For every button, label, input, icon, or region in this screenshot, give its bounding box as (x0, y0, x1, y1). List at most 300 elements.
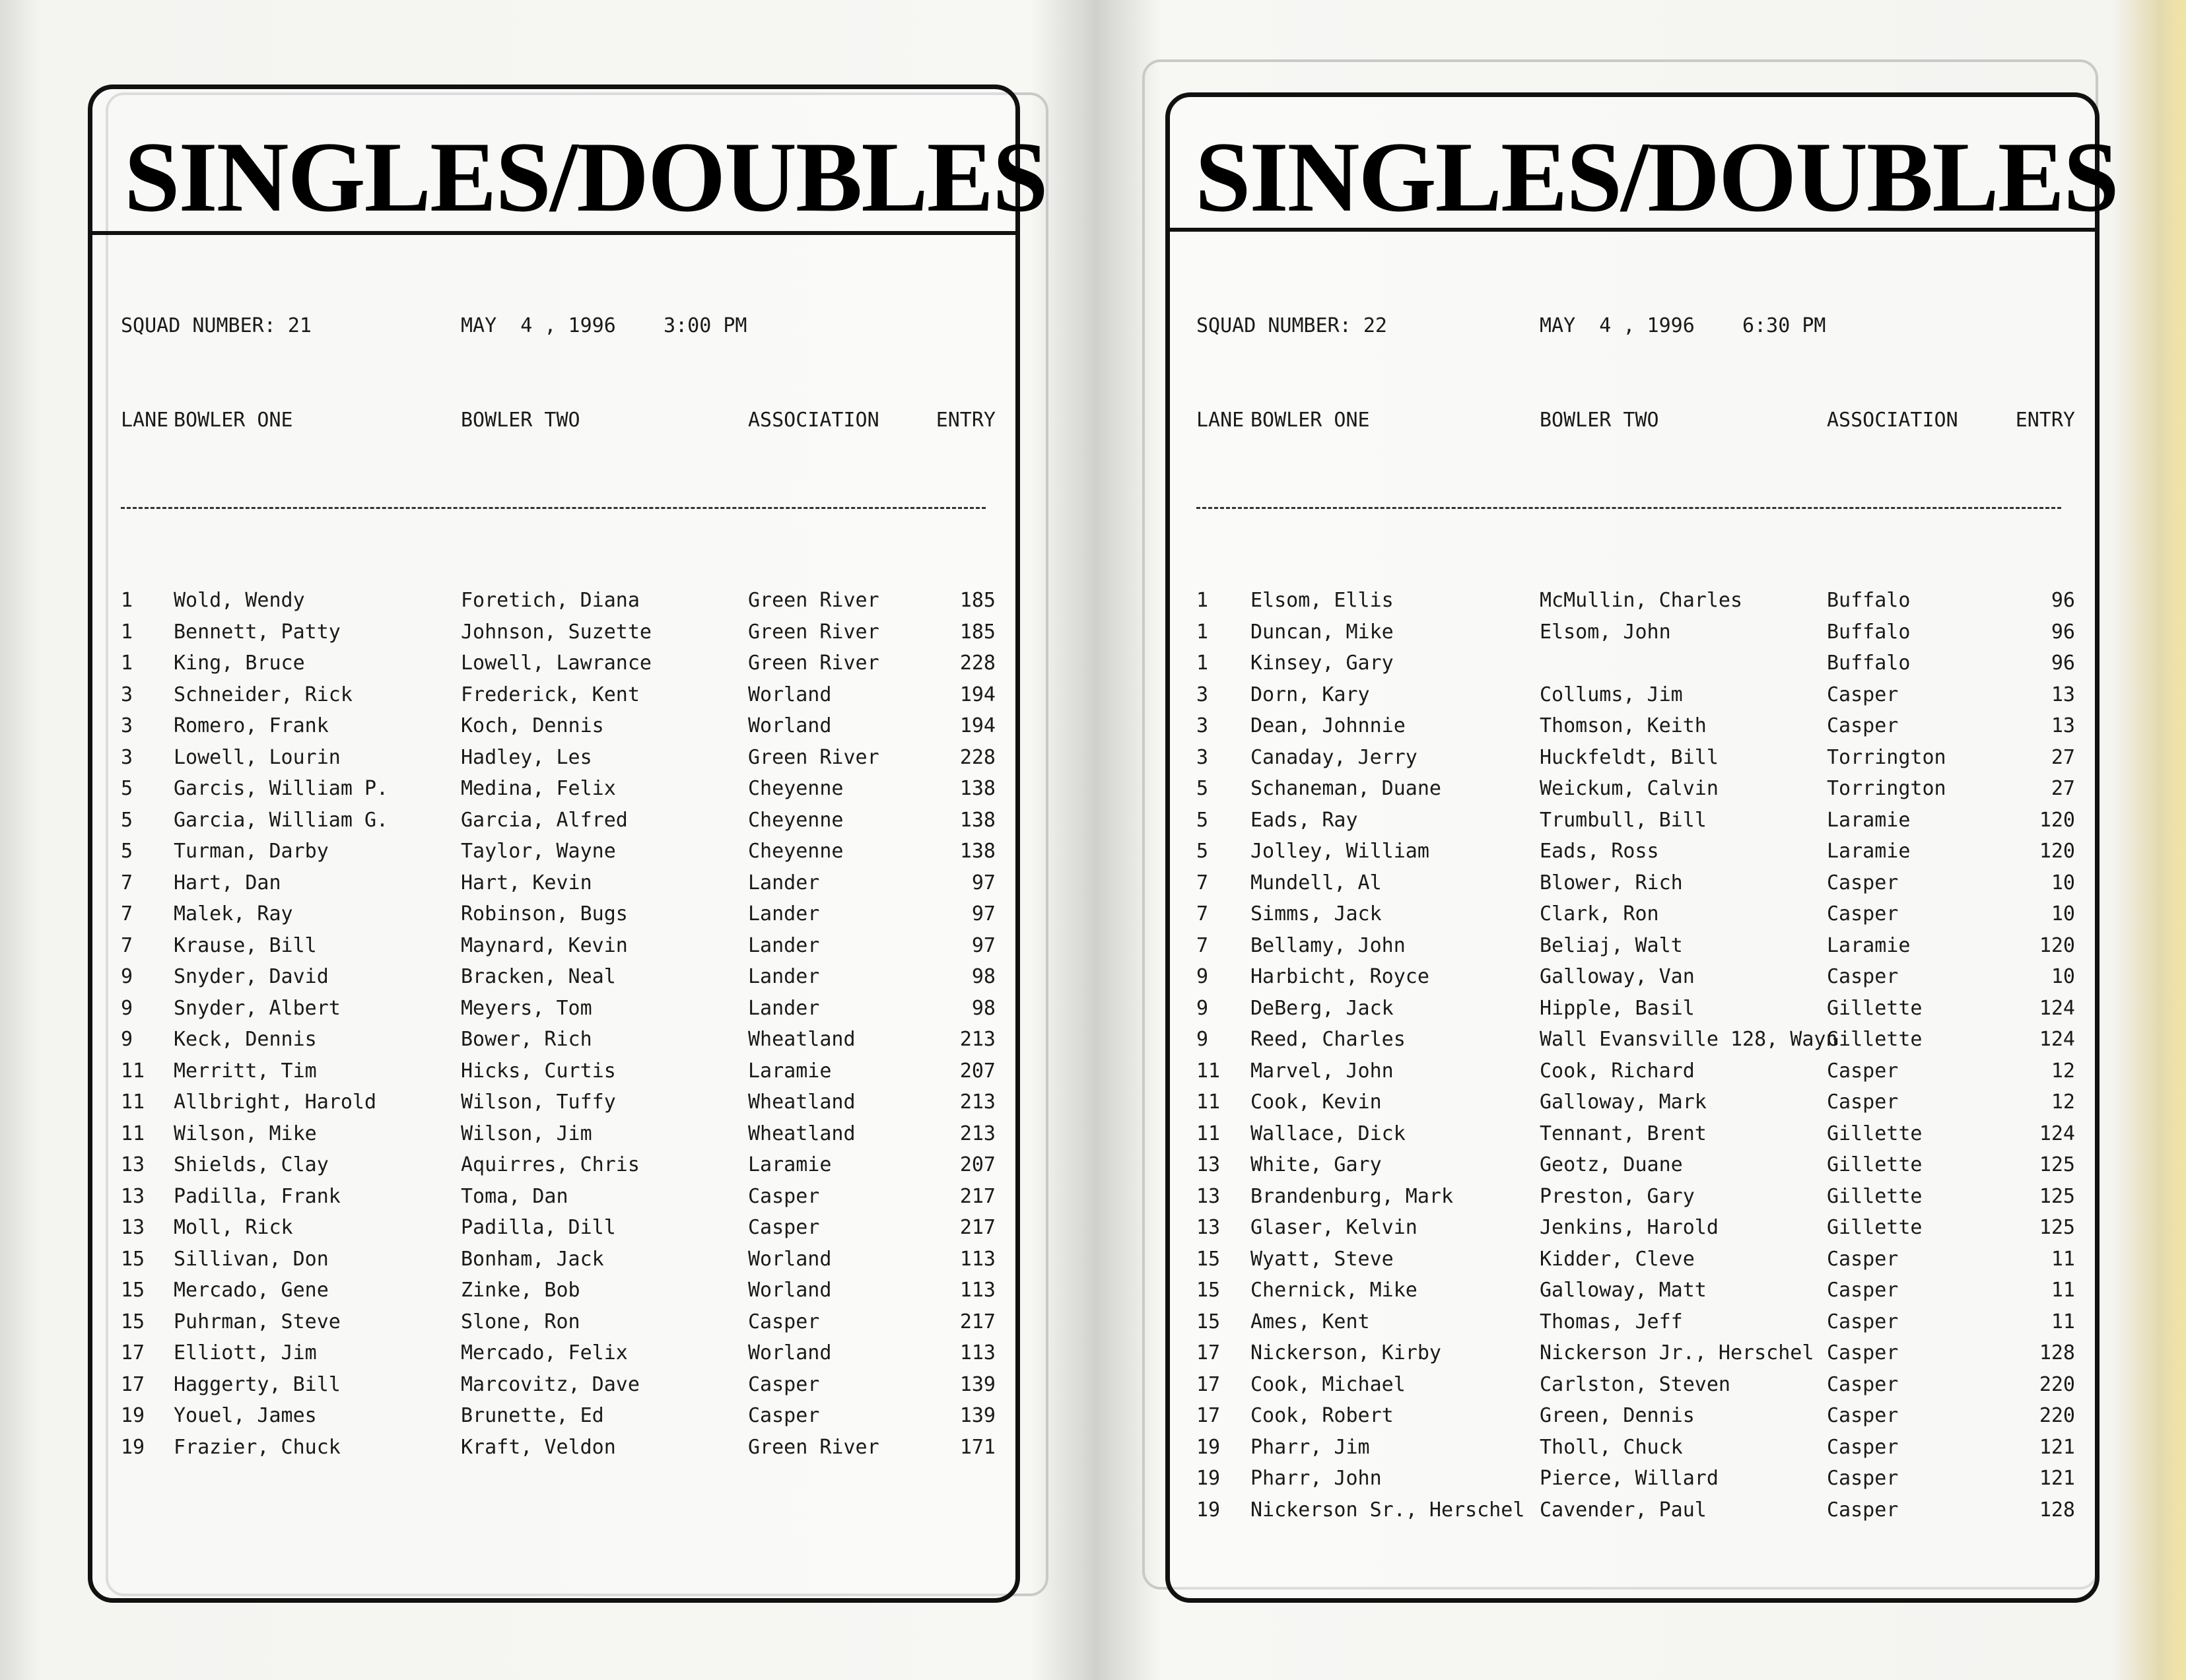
entry-cell: 10 (2051, 871, 2075, 894)
association-cell: Lander (748, 871, 820, 894)
header-entry: ENTRY (936, 409, 996, 432)
association-cell: Worland (748, 683, 832, 706)
bowler-two-cell: Wilson, Jim (461, 1122, 592, 1145)
lane-cell: 7 (1196, 933, 1209, 957)
association-cell: Wheatland (748, 1122, 856, 1145)
bowler-two-cell: Medina, Felix (461, 777, 616, 800)
bowler-two-cell: Hadley, Les (461, 745, 592, 769)
entry-cell: 220 (2039, 1404, 2075, 1427)
bowler-two-cell: Marcovitz, Dave (461, 1372, 640, 1396)
entry-cell: 120 (2039, 933, 2075, 957)
header-bowler-one: BOWLER ONE (1250, 409, 1370, 432)
association-cell: Casper (1827, 714, 1899, 737)
table-row (121, 773, 996, 805)
bowler-one-cell: Garcis, William P. (174, 777, 389, 800)
bowler-two-cell: Lowell, Lawrance (461, 652, 652, 675)
page-title: SINGLES/DOUBLES (1195, 121, 2118, 232)
entry-cell: 121 (2039, 1467, 2075, 1490)
table-row (1196, 617, 2075, 648)
entry-cell: 11 (2051, 1247, 2075, 1271)
bowler-two-cell: Brunette, Ed (461, 1404, 604, 1427)
lane-cell: 7 (121, 871, 133, 894)
bowler-two-cell: McMullin, Charles (1540, 589, 1743, 612)
table-row (121, 1181, 996, 1213)
lane-cell: 3 (1196, 683, 1209, 706)
bowler-one-cell: Dean, Johnnie (1250, 714, 1406, 737)
lane-cell: 15 (121, 1247, 145, 1271)
entry-cell: 139 (959, 1404, 996, 1427)
lane-cell: 11 (121, 1091, 145, 1114)
bowler-one-cell: Wallace, Dick (1250, 1122, 1406, 1145)
dashed-divider (1196, 507, 2061, 509)
entry-cell: 213 (959, 1122, 996, 1145)
association-cell: Casper (748, 1216, 820, 1239)
association-cell: Casper (1827, 1341, 1899, 1364)
lane-cell: 5 (121, 840, 133, 863)
association-cell: Green River (748, 745, 879, 769)
table-row (121, 867, 996, 899)
schedule-frame-right (1165, 92, 2118, 1603)
bowler-one-cell: Puhrman, Steve (174, 1310, 341, 1333)
bowler-one-cell: Ames, Kent (1250, 1310, 1370, 1333)
column-headers (1196, 405, 2075, 435)
table-row (121, 742, 996, 774)
page-title: SINGLES/DOUBLES (124, 121, 1047, 232)
lane-cell: 19 (1196, 1498, 1221, 1522)
squad-sheet-left (121, 248, 996, 1526)
lane-cell: 17 (1196, 1372, 1221, 1396)
lane-cell: 5 (121, 777, 133, 800)
bowler-one-cell: Dorn, Kary (1250, 683, 1370, 706)
bowler-rows-left (121, 585, 996, 1463)
lane-cell: 7 (121, 902, 133, 925)
bowler-two-cell: Padilla, Dill (461, 1216, 616, 1239)
bowler-one-cell: Brandenburg, Mark (1250, 1184, 1454, 1208)
entry-cell: 194 (959, 683, 996, 706)
bowler-two-cell: Maynard, Kevin (461, 933, 628, 957)
bowler-one-cell: Schneider, Rick (174, 683, 353, 706)
association-cell: Casper (1827, 1091, 1899, 1114)
entry-cell: 97 (971, 902, 996, 925)
table-row (121, 1275, 996, 1306)
table-row (121, 993, 996, 1025)
title-divider (88, 231, 1020, 235)
association-cell: Casper (1827, 1372, 1899, 1396)
bowler-two-cell: Hicks, Curtis (461, 1059, 616, 1083)
association-cell: Wheatland (748, 1028, 856, 1051)
association-cell: Gillette (1827, 1122, 1923, 1145)
lane-cell: 9 (121, 996, 133, 1020)
bowler-two-cell: Clark, Ron (1540, 902, 1659, 925)
table-row (121, 961, 996, 993)
bowler-one-cell: Allbright, Harold (174, 1091, 377, 1114)
lane-cell: 9 (1196, 996, 1209, 1020)
bowler-one-cell: Nickerson, Kirby (1250, 1341, 1441, 1364)
header-association: ASSOCIATION (1827, 409, 1958, 432)
bowler-one-cell: Garcia, William G. (174, 808, 389, 832)
association-cell: Cheyenne (748, 808, 844, 832)
bowler-two-cell: Green, Dennis (1540, 1404, 1695, 1427)
entry-cell: 96 (2051, 589, 2075, 612)
entry-cell: 96 (2051, 620, 2075, 644)
table-row (1196, 1024, 2075, 1056)
association-cell: Laramie (1827, 808, 1911, 832)
association-cell: Casper (1827, 965, 1899, 988)
lane-cell: 7 (1196, 871, 1209, 894)
bowler-two-cell: Galloway, Matt (1540, 1279, 1707, 1302)
lane-cell: 5 (1196, 840, 1209, 863)
lane-cell: 1 (1196, 620, 1209, 644)
table-row (1196, 648, 2075, 679)
association-cell: Buffalo (1827, 620, 1911, 644)
association-cell: Lander (748, 933, 820, 957)
squad-number: SQUAD NUMBER: 21 (121, 314, 312, 337)
table-row (1196, 898, 2075, 930)
bowler-one-cell: Cook, Kevin (1250, 1091, 1382, 1114)
lane-cell: 15 (1196, 1310, 1221, 1333)
table-row (1196, 1495, 2075, 1526)
bowler-one-cell: Bennett, Patty (174, 620, 341, 644)
dashed-divider (121, 507, 986, 509)
association-cell: Lander (748, 965, 820, 988)
table-row (121, 898, 996, 930)
table-row (121, 1118, 996, 1150)
bowler-one-cell: Harbicht, Royce (1250, 965, 1429, 988)
squad-header (1196, 310, 2075, 342)
bowler-two-cell: Taylor, Wayne (461, 840, 616, 863)
association-cell: Green River (748, 1435, 879, 1459)
squad-date-time: MAY 4 , 1996 3:00 PM (461, 314, 747, 337)
table-row (1196, 1463, 2075, 1495)
bowler-one-cell: Elsom, Ellis (1250, 589, 1394, 612)
entry-cell: 13 (2051, 683, 2075, 706)
bowler-two-cell: Hart, Kevin (461, 871, 592, 894)
bowler-one-cell: Bellamy, John (1250, 933, 1406, 957)
bowler-one-cell: Wyatt, Steve (1250, 1247, 1394, 1271)
lane-cell: 19 (1196, 1467, 1221, 1490)
bowler-one-cell: Snyder, Albert (174, 996, 341, 1020)
bowler-one-cell: Reed, Charles (1250, 1028, 1406, 1051)
lane-cell: 15 (121, 1279, 145, 1302)
bowler-two-cell: Slone, Ron (461, 1310, 580, 1333)
table-row (1196, 742, 2075, 774)
entry-cell: 96 (2051, 652, 2075, 675)
squad-number: SQUAD NUMBER: 22 (1196, 314, 1387, 337)
bowler-two-cell: Elsom, John (1540, 620, 1671, 644)
bowler-one-cell: King, Bruce (174, 652, 305, 675)
left-page (0, 0, 1089, 1680)
bowler-two-cell: Geotz, Duane (1540, 1153, 1683, 1176)
lane-cell: 11 (1196, 1091, 1221, 1114)
bowler-two-cell: Galloway, Van (1540, 965, 1695, 988)
association-cell: Laramie (1827, 840, 1911, 863)
association-cell: Torrington (1827, 745, 1946, 769)
table-row (121, 1212, 996, 1244)
association-cell: Laramie (1827, 933, 1911, 957)
lane-cell: 11 (1196, 1059, 1221, 1083)
association-cell: Green River (748, 652, 879, 675)
header-bowler-two: BOWLER TWO (1540, 409, 1659, 432)
association-cell: Cheyenne (748, 840, 844, 863)
lane-cell: 13 (121, 1216, 145, 1239)
entry-cell: 217 (959, 1216, 996, 1239)
bowler-two-cell: Kidder, Cleve (1540, 1247, 1695, 1271)
association-cell: Casper (1827, 902, 1899, 925)
lane-cell: 17 (1196, 1404, 1221, 1427)
table-row (1196, 961, 2075, 993)
bowler-two-cell: Toma, Dan (461, 1184, 568, 1208)
entry-cell: 113 (959, 1341, 996, 1364)
table-row (1196, 805, 2075, 836)
bowler-one-cell: White, Gary (1250, 1153, 1382, 1176)
entry-cell: 185 (959, 620, 996, 644)
association-cell: Worland (748, 1247, 832, 1271)
association-cell: Buffalo (1827, 652, 1911, 675)
table-row (121, 1056, 996, 1087)
bowler-two-cell: Bower, Rich (461, 1028, 592, 1051)
association-cell: Casper (1827, 871, 1899, 894)
table-row (121, 679, 996, 711)
bowler-one-cell: Malek, Ray (174, 902, 293, 925)
lane-cell: 3 (1196, 714, 1209, 737)
lane-cell: 9 (121, 965, 133, 988)
bowler-two-cell: Aquirres, Chris (461, 1153, 640, 1176)
header-lane: LANE (1196, 409, 1245, 432)
table-row (1196, 1369, 2075, 1401)
entry-cell: 171 (959, 1435, 996, 1459)
association-cell: Casper (1827, 1059, 1899, 1083)
entry-cell: 13 (2051, 714, 2075, 737)
table-row (1196, 1181, 2075, 1213)
table-row (1196, 1337, 2075, 1369)
table-row (1196, 1400, 2075, 1432)
bowler-one-cell: Schaneman, Duane (1250, 777, 1441, 800)
lane-cell: 19 (1196, 1435, 1221, 1459)
lane-cell: 19 (121, 1404, 145, 1427)
bowler-one-cell: Shields, Clay (174, 1153, 329, 1176)
bowler-two-cell: Tholl, Chuck (1540, 1435, 1683, 1459)
bowler-one-cell: Eads, Ray (1250, 808, 1358, 832)
table-row (121, 836, 996, 867)
lane-cell: 3 (121, 683, 133, 706)
lane-cell: 17 (121, 1372, 145, 1396)
bowler-one-cell: DeBerg, Jack (1250, 996, 1394, 1020)
association-cell: Casper (748, 1184, 820, 1208)
entry-cell: 11 (2051, 1310, 2075, 1333)
entry-cell: 12 (2051, 1059, 2075, 1083)
bowler-two-cell: Trumbull, Bill (1540, 808, 1707, 832)
table-row (1196, 1306, 2075, 1338)
table-row (121, 1432, 996, 1463)
association-cell: Casper (1827, 1435, 1899, 1459)
bowler-two-cell: Kraft, Veldon (461, 1435, 616, 1459)
header-entry: ENTRY (2015, 409, 2075, 432)
table-row (1196, 1149, 2075, 1181)
entry-cell: 27 (2051, 777, 2075, 800)
bowler-one-cell: Krause, Bill (174, 933, 317, 957)
table-row (1196, 836, 2075, 867)
lane-cell: 7 (121, 933, 133, 957)
lane-cell: 13 (1196, 1184, 1221, 1208)
table-row (1196, 1056, 2075, 1087)
lane-cell: 15 (1196, 1279, 1221, 1302)
bowler-one-cell: Lowell, Lourin (174, 745, 341, 769)
lane-cell: 15 (1196, 1247, 1221, 1271)
lane-cell: 9 (1196, 965, 1209, 988)
entry-cell: 113 (959, 1279, 996, 1302)
bowler-two-cell: Frederick, Kent (461, 683, 640, 706)
bowler-two-cell: Thomas, Jeff (1540, 1310, 1683, 1333)
table-row (1196, 585, 2075, 617)
bowler-one-cell: Pharr, Jim (1250, 1435, 1370, 1459)
bowler-one-cell: Jolley, William (1250, 840, 1429, 863)
bowler-one-cell: Merritt, Tim (174, 1059, 317, 1083)
table-row (1196, 1212, 2075, 1244)
entry-cell: 228 (959, 745, 996, 769)
bowler-two-cell: Cook, Richard (1540, 1059, 1695, 1083)
entry-cell: 27 (2051, 745, 2075, 769)
bowler-two-cell: Jenkins, Harold (1540, 1216, 1719, 1239)
table-row (1196, 867, 2075, 899)
bowler-one-cell: Romero, Frank (174, 714, 329, 737)
entry-cell: 213 (959, 1091, 996, 1114)
squad-sheet-right (1196, 248, 2075, 1588)
lane-cell: 3 (1196, 745, 1209, 769)
table-row (121, 805, 996, 836)
bowler-one-cell: Elliott, Jim (174, 1341, 317, 1364)
entry-cell: 125 (2039, 1153, 2075, 1176)
entry-cell: 217 (959, 1310, 996, 1333)
bowler-two-cell: Tennant, Brent (1540, 1122, 1707, 1145)
bowler-two-cell: Thomson, Keith (1540, 714, 1707, 737)
lane-cell: 13 (1196, 1216, 1221, 1239)
association-cell: Green River (748, 620, 879, 644)
header-bowler-two: BOWLER TWO (461, 409, 580, 432)
table-row (1196, 993, 2075, 1025)
table-row (1196, 679, 2075, 711)
table-row (1196, 1118, 2075, 1150)
bowler-one-cell: Chernick, Mike (1250, 1279, 1417, 1302)
association-cell: Casper (1827, 1279, 1899, 1302)
entry-cell: 217 (959, 1184, 996, 1208)
bowler-two-cell: Wilson, Tuffy (461, 1091, 616, 1114)
bowler-one-cell: Mercado, Gene (174, 1279, 329, 1302)
bowler-two-cell: Weickum, Calvin (1540, 777, 1719, 800)
table-row (121, 1244, 996, 1275)
entry-cell: 10 (2051, 902, 2075, 925)
lane-cell: 5 (1196, 777, 1209, 800)
table-row (121, 1149, 996, 1181)
entry-cell: 98 (971, 965, 996, 988)
lane-cell: 5 (121, 808, 133, 832)
bowler-one-cell: Sillivan, Don (174, 1247, 329, 1271)
bowler-one-cell: Snyder, David (174, 965, 329, 988)
bowler-two-cell: Preston, Gary (1540, 1184, 1695, 1208)
lane-cell: 13 (1196, 1153, 1221, 1176)
bowler-two-cell: Mercado, Felix (461, 1341, 628, 1364)
association-cell: Worland (748, 1279, 832, 1302)
table-row (121, 585, 996, 617)
entry-cell: 228 (959, 652, 996, 675)
lane-cell: 1 (1196, 652, 1209, 675)
entry-cell: 113 (959, 1247, 996, 1271)
bowler-one-cell: Hart, Dan (174, 871, 281, 894)
bowler-two-cell: Zinke, Bob (461, 1279, 580, 1302)
table-row (1196, 1087, 2075, 1118)
entry-cell: 124 (2039, 1028, 2075, 1051)
entry-cell: 97 (971, 871, 996, 894)
header-bowler-one: BOWLER ONE (174, 409, 293, 432)
bowler-one-cell: Glaser, Kelvin (1250, 1216, 1417, 1239)
bowler-two-cell: Bracken, Neal (461, 965, 616, 988)
bowler-one-cell: Youel, James (174, 1404, 317, 1427)
table-row (121, 1400, 996, 1432)
association-cell: Casper (1827, 1404, 1899, 1427)
association-cell: Casper (748, 1372, 820, 1396)
bowler-two-cell: Bonham, Jack (461, 1247, 604, 1271)
association-cell: Casper (1827, 1310, 1899, 1333)
lane-cell: 1 (121, 652, 133, 675)
entry-cell: 139 (959, 1372, 996, 1396)
entry-cell: 12 (2051, 1091, 2075, 1114)
table-row (1196, 1432, 2075, 1463)
bowler-one-cell: Simms, Jack (1250, 902, 1382, 925)
entry-cell: 185 (959, 589, 996, 612)
squad-header (121, 310, 996, 342)
entry-cell: 213 (959, 1028, 996, 1051)
bowler-two-cell: Galloway, Mark (1540, 1091, 1707, 1114)
bowler-two-cell: Foretich, Diana (461, 589, 640, 612)
entry-cell: 121 (2039, 1435, 2075, 1459)
association-cell: Lander (748, 996, 820, 1020)
association-cell: Casper (1827, 683, 1899, 706)
bowler-two-cell: Huckfeldt, Bill (1540, 745, 1719, 769)
bowler-one-cell: Turman, Darby (174, 840, 329, 863)
entry-cell: 125 (2039, 1184, 2075, 1208)
bowler-one-cell: Wold, Wendy (174, 589, 305, 612)
table-row (121, 1369, 996, 1401)
entry-cell: 11 (2051, 1279, 2075, 1302)
lane-cell: 17 (121, 1341, 145, 1364)
table-row (121, 1024, 996, 1056)
bowler-two-cell: Pierce, Willard (1540, 1467, 1719, 1490)
table-row (1196, 1275, 2075, 1306)
entry-cell: 138 (959, 808, 996, 832)
title-divider (1165, 228, 2100, 232)
bowler-two-cell: Cavender, Paul (1540, 1498, 1707, 1522)
lane-cell: 3 (121, 745, 133, 769)
association-cell: Worland (748, 714, 832, 737)
bowler-two-cell: Nickerson Jr., Herschel (1540, 1341, 1814, 1364)
table-row (121, 710, 996, 742)
lane-cell: 1 (121, 620, 133, 644)
entry-cell: 124 (2039, 996, 2075, 1020)
association-cell: Gillette (1827, 996, 1923, 1020)
association-cell: Green River (748, 589, 879, 612)
bowler-two-cell: Koch, Dennis (461, 714, 604, 737)
bowler-rows-right (1196, 585, 2075, 1526)
entry-cell: 138 (959, 777, 996, 800)
table-row (121, 648, 996, 679)
entry-cell: 125 (2039, 1216, 2075, 1239)
table-row (1196, 773, 2075, 805)
table-row (121, 1306, 996, 1338)
bowler-two-cell: Blower, Rich (1540, 871, 1683, 894)
bowler-two-cell: Robinson, Bugs (461, 902, 628, 925)
bowler-one-cell: Padilla, Frank (174, 1184, 341, 1208)
entry-cell: 98 (971, 996, 996, 1020)
entry-cell: 138 (959, 840, 996, 863)
